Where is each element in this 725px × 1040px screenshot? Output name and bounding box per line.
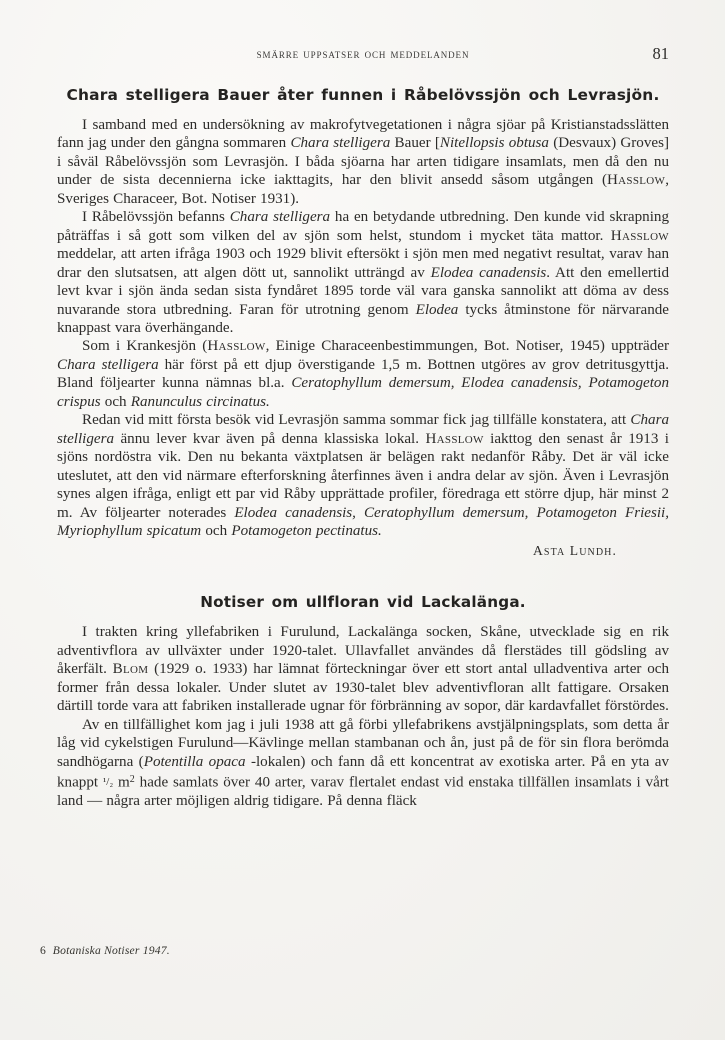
article-1-paragraph-1: I samband med en undersökning av makrofytvegetationen i några sjöar på Kristianstadsslätten fann jag under den gångna sommaren Chara stelligera Bauer [Nitellopsis obtusa (Desvaux) Groves] i såväl Råbelövssjön som Levrasjön. I båda sjöarna har arten tidigare insamlats, men då den nu under de sista decennierna icke iakttagits, har den blivit ansedd såsom utgången (Hasslow, Sveriges Characeer, Bot. Notiser 1931). [57, 117, 669, 207]
article-1-paragraph-3: Som i Krankesjön (Hasslow, Einige Characeenbestimmungen, Bot. Notiser, 1945) uppträder Chara stelligera här först på ett djup överstigande 1,5 m. Bottnen utgöres av grov detritusgyttja. Bland följearter kunna nämnas bl.a. Ceratophyllum demersum, Elodea canadensis, Potamogeton crispus och Ranunculus circinatus. [57, 338, 669, 410]
article-1-paragraph-4: Redan vid mitt första besök vid Levrasjön samma sommar fick jag tillfälle konstatera, att Chara stelligera ännu lever kvar även på denna klassiska lokal. Hasslow iakttog den senast år 1913 i sjöns nordöstra vik. Den nu bekanta växtplatsen är belägen rakt nedanför Råby. Det är väl icke uteslutet, att den vid närmare efterforskning återfinnes även i andra delar av sjön. Även i Levrasjön synes algen ifråga, enligt ett par vid Råby upprättade profiler, föredraga ett större djup, här minst 2 m. Av följearter noterades Elodea canadensis, Ceratophyllum demersum, Potamogeton Friesii, Myriophyllum spicatum och Potamogeton pectinatus. [57, 412, 670, 539]
page-footer [40, 944, 170, 957]
article-1-paragraph-2: I Råbelövssjön befanns Chara stelligera ha en betydande utbredning. Den kunde vid skrapning påträffas i så gott som vilken del av sjön som helst, stundom i mycket täta mattor. Hasslow meddelar, att arten ifråga 1903 och 1929 blivit eftersökt i sjön men med negativt resultat, varav han drar den slutsatsen, att algen dött ut, sannolikt utträngd av Elodea canadensis. Att den emellertid levt kvar i sjön ända sedan sista fyndåret 1895 torde väl vara ganska sannolikt att döma av dess nuvarande stora utbredning. Faran för utrotning genom Elodea tycks åtminstone för närvarande knappast vara överhängande. [57, 209, 670, 336]
footer-signature-number: 6 [40, 944, 46, 957]
article-1-signature: Asta Lundh. [533, 543, 617, 559]
article-2-paragraph-1: I trakten kring yllefabriken i Furulund, Lackalänga socken, Skåne, utvecklade sig en rik adventivflora av ullväxter under 1920-talet. Ullavfallet användes då flerstädes till gödsling av åkerfält. Blom (1929 o. 1933) har lämnat förteckningar över ett stort antal ulladventiva arter och former från dessa lokaler. Under slutet av 1930-talet blev adventivfloran allt fattigare. Orsaken därtill torde vara att fabriken installerade ugnar för förbränning av sopor, där kardavfallet förstördes. [57, 624, 669, 715]
footer-journal-reference: Botaniska Notiser 1947. [52, 944, 170, 957]
article-title-2: Notiser om ullfloran vid Lackalänga. [200, 593, 526, 612]
page-content [57, 0, 669, 810]
page-number: 81 [652, 44, 669, 63]
article-title-1: Chara stelligera Bauer åter funnen i Råbelövssjön och Levrasjön. [66, 86, 660, 104]
running-header [57, 46, 669, 64]
running-header-title: smärre uppsatser och meddelanden [256, 46, 470, 61]
article-2-paragraph-2: Av en tillfällighet kom jag i juli 1938 att gå förbi yllefabrikens avstjälpningsplats, som detta år låg vid cykelstigen Furulund—Kävlinge mellan stambanan och ån, just på de för sin flora berömda sandhögarna (Potentilla opaca -lokalen) och fann då ett koncentrat av exotiska arter. På en yta av knappt ¹/₂ $m^2$ hade samlats över 40 arter, varav flertalet endast vid enstaka tillfällen insamlats i vårt land — några arter möjligen aldrig tidigare. På denna fläck [57, 716, 670, 809]
